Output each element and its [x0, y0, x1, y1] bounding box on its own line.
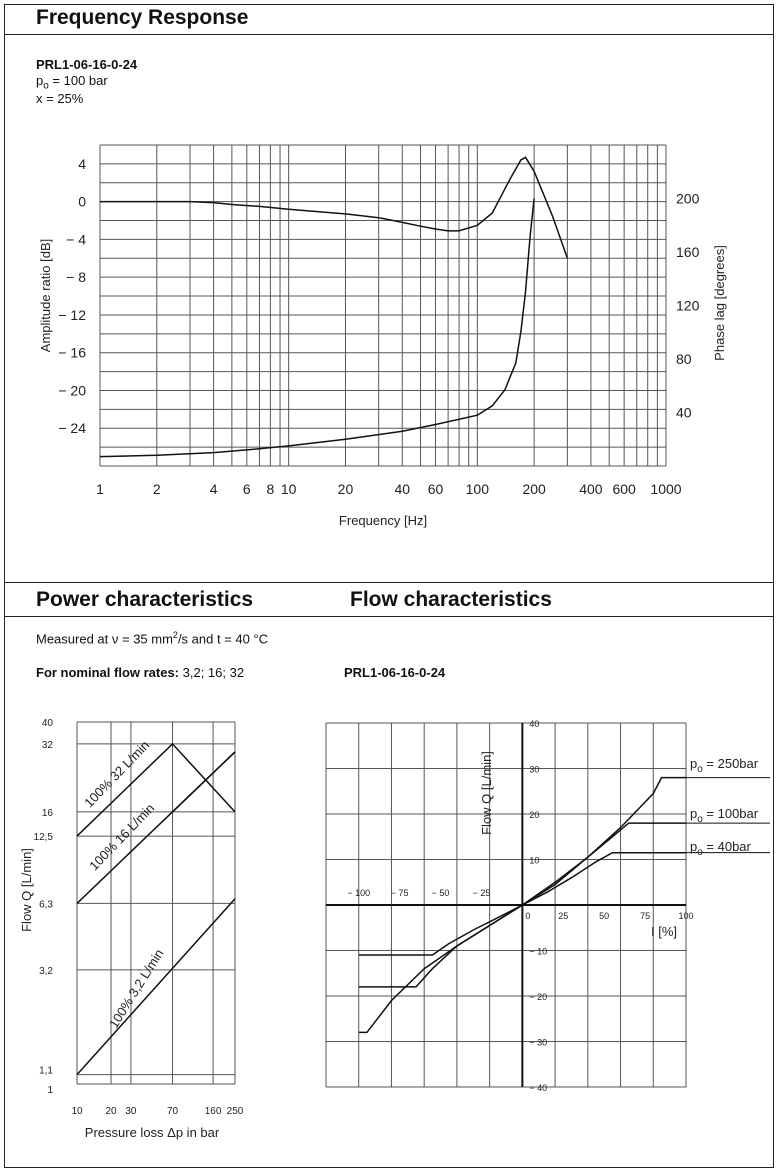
frequency-x-tick-label: 600 [612, 481, 636, 497]
frequency-y-right-tick-label: 160 [676, 244, 700, 260]
frequency-x-tick-label: 6 [242, 481, 251, 497]
flow-series-label: $p_o = 40bar$ [690, 839, 751, 858]
frequency-y-right-tick-label: 200 [676, 190, 700, 207]
frequency-stroke: x = 25% [36, 91, 84, 106]
flow-series-label: $p_o = 100bar$ [690, 806, 759, 825]
power-y-tick-label: 1 [47, 1085, 53, 1096]
flow-x-tick-label: 75 [640, 911, 651, 921]
flow-x-tick-label: − 75 [390, 888, 409, 898]
flow-x-tick-label: − 100 [347, 888, 371, 898]
power-x-tick-label: 10 [71, 1106, 83, 1117]
frequency-x-tick-label: 100 [465, 481, 490, 497]
nominal-values: 3,2; 16; 32 [179, 665, 245, 680]
flow-y-tick-label: − 30 [529, 1037, 548, 1048]
power-x-tick-label: 30 [125, 1106, 137, 1117]
power-y-tick-label: 32 [41, 739, 53, 751]
flow-model: PRL1-06-16-0-24 [344, 665, 446, 680]
flow-y-tick-label: 40 [529, 719, 540, 729]
power-x-tick-label: 160 [204, 1106, 222, 1117]
measurement-prefix: Measured at ν = 35 mm [36, 631, 173, 647]
frequency-y-axis-label: Amplitude ratio [dB] [38, 238, 53, 353]
pressure-subscript: o [43, 80, 49, 92]
flow-y-tick-label: 20 [529, 810, 540, 820]
power-title: Power characteristics [36, 588, 254, 611]
frequency-y-tick-label: − 24 [58, 420, 86, 437]
frequency-y-right-tick-label: 40 [676, 404, 692, 421]
frequency-x-tick-label: 10 [280, 481, 297, 497]
flow-x-tick-label: − 25 [472, 888, 491, 898]
frequency-y-tick-label: 0 [78, 193, 86, 210]
flow-x-tick-label: 0 [525, 911, 531, 921]
flow-x-tick-label: 100 [678, 911, 694, 921]
frequency-y-tick-label: 4 [78, 155, 86, 172]
flow-y-axis-label: Flow Q [L/min] [479, 751, 494, 835]
power-series-line [77, 899, 235, 1075]
frequency-y-tick-label: − 12 [58, 306, 86, 323]
power-series-line [173, 752, 236, 812]
frequency-x-axis-label: Frequency [Hz] [338, 513, 428, 528]
power-x-axis-label: Pressure loss Δp in bar [84, 1125, 220, 1140]
power-y-tick-label: 12,5 [33, 832, 53, 844]
flow-x-tick-label: − 50 [431, 888, 450, 898]
frequency-y-tick-label: − 20 [58, 382, 86, 399]
power-y-tick-label: 6,3 [39, 899, 53, 911]
frequency-x-tick-label: 40 [394, 481, 411, 497]
power-y-tick-label: 1,1 [39, 1065, 53, 1077]
flow-y-tick-label: − 40 [529, 1083, 548, 1093]
frequency-model: PRL1-06-16-0-24 [36, 57, 138, 72]
flow-title: Flow characteristics [350, 588, 552, 611]
power-y-tick-label: 3,2 [39, 965, 53, 977]
frequency-x-tick-label: 20 [337, 481, 354, 497]
frequency-y-right-tick-label: 120 [676, 297, 700, 314]
frequency-grid [100, 145, 666, 466]
frequency-x-tick-label: 8 [266, 481, 275, 497]
power-y-tick-label: 16 [41, 807, 53, 819]
frequency-y-tick-label: − 8 [66, 269, 86, 286]
flow-x-tick-label: 50 [599, 911, 610, 921]
frequency-y-tick-label: − 4 [66, 231, 86, 248]
frequency-y-right-axis-label: Phase lag [degrees] [712, 245, 727, 361]
pressure-symbol: p [36, 73, 44, 88]
flow-y-tick-label: − 20 [529, 992, 548, 1002]
frequency-x-tick-label: 200 [522, 481, 546, 497]
frequency-y-tick-label: − 16 [58, 344, 86, 361]
power-x-tick-label: 20 [105, 1106, 117, 1117]
power-y-tick-label: 40 [41, 718, 53, 729]
power-x-tick-label: 70 [166, 1106, 179, 1117]
amplitude-curve [100, 157, 567, 258]
frequency-y-right-tick-label: 80 [676, 351, 692, 367]
measurement-suffix: /s and t = 40 °C [177, 631, 269, 647]
frequency-x-tick-label: 60 [427, 481, 444, 497]
frequency-x-tick-label: 400 [579, 481, 603, 497]
power-grid [77, 722, 235, 1084]
flow-y-tick-label: 30 [529, 764, 540, 775]
flow-y-tick-label: − 10 [529, 946, 548, 957]
measurement-sup: 2 [172, 630, 178, 640]
frequency-x-tick-label: 1 [96, 481, 104, 497]
power-y-axis-label: Flow Q [L/min] [19, 848, 34, 932]
frequency-title: Frequency Response [36, 6, 249, 29]
power-series-label: 100% 3,2 L/min [105, 946, 167, 1031]
frequency-x-tick-label: 4 [209, 481, 218, 497]
flow-y-tick-label: 10 [529, 855, 540, 866]
power-series-label: 100% 16 L/min [86, 800, 158, 874]
power-series-label: 100% 32 L/min [81, 737, 153, 811]
flow-x-tick-label: 25 [558, 911, 569, 921]
flow-series-label: $p_o = 250bar$ [690, 756, 759, 775]
frequency-x-tick-label: 1000 [650, 481, 682, 497]
frequency-x-tick-label: 2 [152, 481, 161, 497]
power-x-tick-label: 250 [226, 1106, 244, 1117]
nominal-label: For nominal flow rates: [36, 665, 180, 680]
pressure-value: = 100 bar [48, 73, 108, 88]
flow-x-axis-label: I [%] [651, 924, 678, 939]
